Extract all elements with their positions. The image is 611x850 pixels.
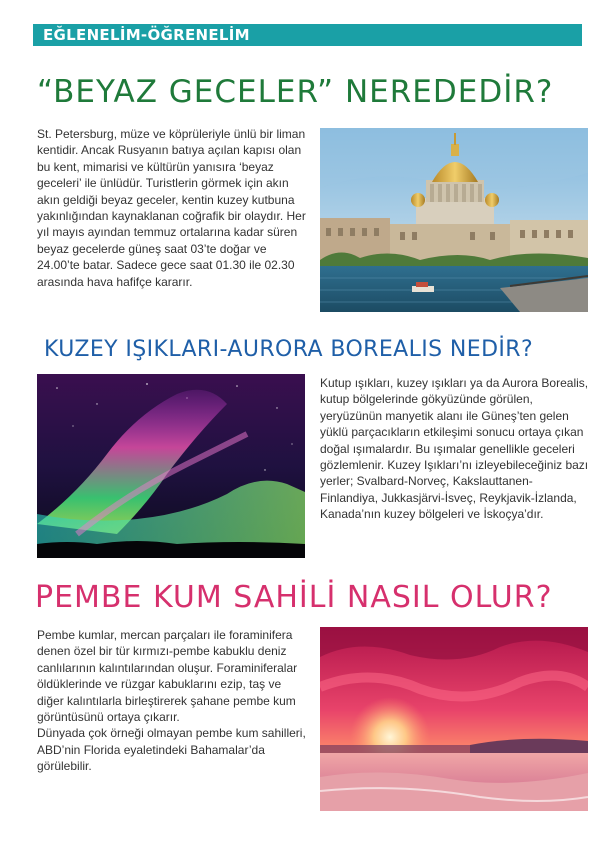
pink-sand-paragraph: Pembe kumlar, mercan parçaları ile foraminifera denen özel bir tür kırmızı-pembe kabuklu deniz canlılarının kalıntılarından oluşur. Foraminiferalar öldüklerinde ve rüzgar kabuklarını ezip, taş ve diğer kalıntılarla birleştirerek şahane pembe kum görüntüsünü ortaya çıkarır. Dünyada çok örneği olmayan pembe kum sahilleri, ABD’nin Florida eyaletindeki Bahamalar’da görülebilir.	[37, 628, 306, 774]
white-nights-title: “BEYAZ GECELER” NEREDEDİR?	[37, 74, 554, 110]
pink-sand-title: PEMBE KUM SAHİLİ NASIL OLUR?	[35, 580, 553, 615]
st-petersburg-photo	[320, 128, 588, 312]
header-title: EĞLENELİM-ÖĞRENELİM	[43, 26, 250, 44]
aurora-title: KUZEY IŞIKLARI-AURORA BOREALIS NEDİR?	[44, 337, 534, 362]
section-header-bar	[33, 24, 582, 46]
aurora-paragraph: Kutup ışıkları, kuzey ışıkları ya da Aurora Borealis, kutup bölgelerinde gökyüzünde görülen, yeryüzünün manyetik alanı ile Güneş’ten gelen yüklü parçacıkların etkileşimi sonucu ortaya çıkan doğal ışımalardır. Bu ışımalar genellikle geceleri gözlemlenir. Kuzey Işıkları’nı izleyebileceğiniz bazı yerler; Svalbard-Norveç, Kakslauttanen-Finlandiya, Jukkasjärvi-İsveç, Reykjavik-İzlanda, Kanada’nın kuzey bölgeleri ve İskoçya’dır.	[320, 376, 589, 522]
aurora-borealis-photo	[37, 374, 305, 558]
pink-beach-sunset-photo	[320, 627, 588, 811]
white-nights-paragraph: St. Petersburg, müze ve köprüleriyle ünlü bir liman kentidir. Ancak Rusyanın batıya açılan kapısı olan bu kent, mimarisi ve kültürün yanısıra ‘beyaz geceleri’ ile ünlüdür. Turistlerin görmek için akın akın geldiği beyaz geceler, kentin kuzey kutbuna yakınlığından kaynaklanan coğrafik bir olaydır. Her yıl mayıs ayından temmuz ortalarına kadar süren beyaz gecelerde güneş saat 03’te doğar ve 24.00’te batar. Sadece gece saat 01.30 ile 02.30 arasında hava hafifçe kararır.	[37, 127, 306, 289]
